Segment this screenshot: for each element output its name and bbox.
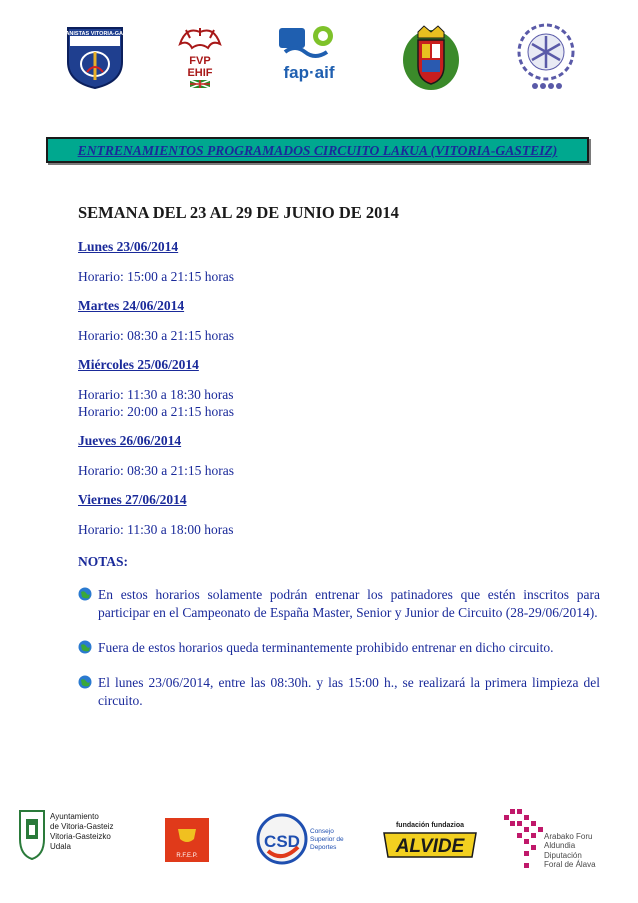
notas-title: NOTAS:	[78, 554, 129, 569]
day-horario: Horario: 08:30 a 21:15 horas	[78, 328, 234, 343]
svg-text:de Vitoria-Gasteiz: de Vitoria-Gasteiz	[50, 822, 114, 831]
note-text: En estos horarios solamente podrán entrenar los patinadores que estén inscritos para participar en el Campeonato de España Master, Senior y Junior de Circuito (28-29/06/2014).	[98, 587, 600, 620]
svg-text:Deportes: Deportes	[310, 844, 337, 851]
day-title: Miércoles 25/06/2014	[78, 357, 199, 372]
coat-of-arms-logo	[400, 22, 462, 94]
top-logos	[51, 22, 580, 102]
svg-text:EHIF: EHIF	[187, 67, 213, 79]
day-friday	[78, 492, 600, 538]
day-horario: Horario: 11:30 a 18:00 horas	[78, 522, 234, 537]
day-title: Viernes 27/06/2014	[78, 492, 187, 507]
day-horario: Horario: 15:00 a 21:15 horas	[78, 269, 234, 284]
note-item	[78, 674, 600, 710]
day-horario: Horario: 08:30 a 21:15 horas	[78, 463, 234, 478]
globe-bullet-icon	[78, 675, 92, 689]
svg-text:Superior de: Superior de	[310, 836, 344, 843]
day-horario: Horario: 20:00 a 21:15 horas	[78, 404, 234, 419]
diputacion-logo	[500, 805, 612, 875]
note-item	[78, 586, 600, 622]
day-thursday	[78, 433, 600, 479]
svg-text:Vitoria-Gasteizko: Vitoria-Gasteizko	[50, 832, 111, 841]
day-title: Jueves 26/06/2014	[78, 433, 182, 448]
schedule-content	[78, 203, 600, 727]
fap-aif-logo	[275, 22, 341, 88]
day-horario: Horario: 11:30 a 18:30 horas	[78, 387, 234, 402]
svg-text:fap·aif: fap·aif	[283, 63, 335, 82]
day-tuesday	[78, 298, 600, 344]
svg-text:Consejo: Consejo	[310, 828, 334, 835]
svg-text:Diputación: Diputación	[544, 851, 582, 860]
svg-text:fundación fundazioa: fundación fundazioa	[395, 822, 465, 829]
day-title: Lunes 23/06/2014	[78, 239, 179, 254]
svg-text:Aldundia: Aldundia	[544, 841, 576, 850]
svg-text:CSD: CSD	[264, 832, 300, 851]
csd-logo	[256, 807, 352, 869]
svg-text:ALVIDE: ALVIDE	[395, 836, 465, 857]
day-monday	[78, 239, 600, 285]
snowflake-club-logo	[515, 22, 577, 92]
note-item	[78, 639, 600, 657]
ayuntamiento-logo	[18, 805, 128, 865]
svg-text:Ayuntamiento: Ayuntamiento	[50, 812, 99, 821]
fvp-ehif-logo	[172, 22, 228, 92]
globe-bullet-icon	[78, 587, 92, 601]
note-text: Fuera de estos horarios queda terminantemente prohibido entrenar en dicho circuito.	[98, 640, 554, 655]
svg-text:Udala: Udala	[50, 842, 71, 851]
svg-text:Foral de Álava: Foral de Álava	[544, 860, 596, 869]
svg-text:FVP: FVP	[189, 55, 211, 67]
note-text: El lunes 23/06/2014, entre las 08:30h. y las 15:00 h., se realizará la primera limpieza del circuito.	[98, 675, 600, 708]
week-title: SEMANA DEL 23 AL 29 DE JUNIO DE 2014	[78, 203, 399, 222]
alvide-logo	[380, 817, 480, 865]
bottom-logos	[18, 805, 618, 885]
banner-title: ENTRENAMIENTOS PROGRAMADOS CIRCUITO LAKUA (VITORIA-GASTEIZ)	[77, 143, 558, 158]
day-title: Martes 24/06/2014	[78, 298, 185, 313]
globe-bullet-icon	[78, 640, 92, 654]
svg-text:MARIANISTAS VITORIA-GASTEIZ: MARIANISTAS VITORIA-GASTEIZ	[51, 31, 139, 37]
title-banner	[46, 137, 589, 163]
svg-text:Arabako Foru: Arabako Foru	[544, 832, 593, 841]
rfep-logo	[164, 817, 210, 863]
svg-text:R.F.E.P.: R.F.E.P.	[176, 853, 198, 859]
marianistas-logo	[51, 22, 139, 90]
day-wednesday	[78, 357, 600, 420]
